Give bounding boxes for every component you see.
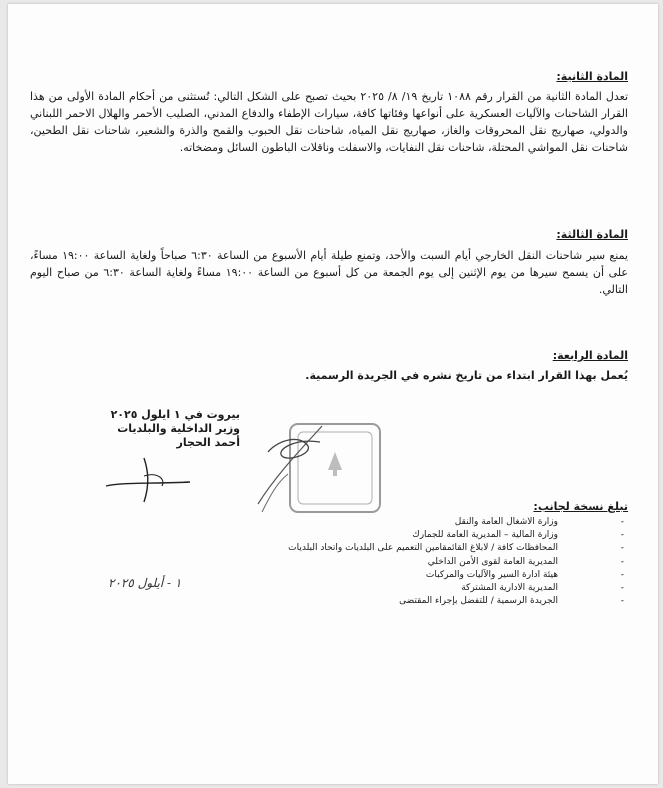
signature-title: وزير الداخلية والبلديات — [117, 422, 240, 435]
official-seal — [248, 412, 388, 522]
list-item: - الجريدة الرسمية / للتفضل بإجراء المقتضى — [399, 596, 624, 607]
article-4-heading: المادة الرابعة: — [552, 349, 628, 362]
article-3-text: يمنع سير شاحنات النقل الخارجي أيام السبت والأحد، وتمنع طيلة أيام الأسبوع من الساعة ٦:٣٠ صباحاً ولغاية الساعة ١٩:٠٠ مساءً، على أن يسمح سيرها من يوم الإثنين إلى يوم الجمعة من كل أسبوع من الساعة ١٩:٠٠ مساءً ولغاية الساعة ٦:٣٠ من صباح اليوم التالي. — [30, 249, 629, 296]
list-item: - هيئة ادارة السير والآليات والمركبات — [425, 569, 624, 580]
signature-place-date: بيروت في ١ ايلول ٢٠٢٥ — [110, 408, 240, 421]
article-2-text: تعدل المادة الثانية من القرار رقم ١٠٨٨ تاريخ ١٩/ ٨/ ٢٠٢٥ بحيث تصبح على الشكل التالي: تُستثنى من أحكام المادة الأولى من هذا القرار الشاحنات والآليات العسكرية على أنواعها وفئاتها كافة، سيارات الإطفاء والدفاع المدني، الصليب الأحمر والهلال الاحمر اللبناني والدولي، صهاريج نقل المحروقات والغاز، صهاريج نقل المياه، شاحنات نقل الحبوب والقمح والذرة والشعير، شاحنات نقل الطحين، شاحنات نقل المواشي المحتلة، شاحنات نقل النفايات، والاسفلت وناقلات الباطون السائل ومضخاته. — [30, 90, 629, 154]
article-2-heading: المادة الثانية: — [556, 70, 628, 83]
list-item: - المحافظات كافة / لابلاغ القائمقامين التعميم على البلديات واتحاد البلديات — [288, 543, 624, 554]
signature-name: أحمد الحجار — [176, 436, 240, 449]
list-item: - المديرية الادارية المشتركة — [461, 583, 624, 594]
article-4-text: يُعمل بهذا القرار ابتداء من تاريخ نشره في الجريدة الرسمية. — [305, 369, 628, 382]
handwritten-date: ١ - أيلول ٢٠٢٥ — [108, 576, 182, 590]
handwritten-signature — [104, 456, 194, 506]
list-item: - وزارة المالية – المديرية العامة للجمارك — [412, 530, 624, 541]
list-item: - وزارة الاشغال العامة والنقل — [454, 517, 624, 527]
distribution-heading: تبلغ نسخة لجانب: — [533, 500, 628, 513]
list-item: - المديرية العامة لقوى الأمن الداخلي — [427, 556, 624, 567]
article-3-heading: المادة الثالثة: — [556, 228, 628, 241]
distribution-list — [268, 516, 628, 608]
document-page — [8, 4, 658, 784]
signature-block — [70, 408, 240, 450]
